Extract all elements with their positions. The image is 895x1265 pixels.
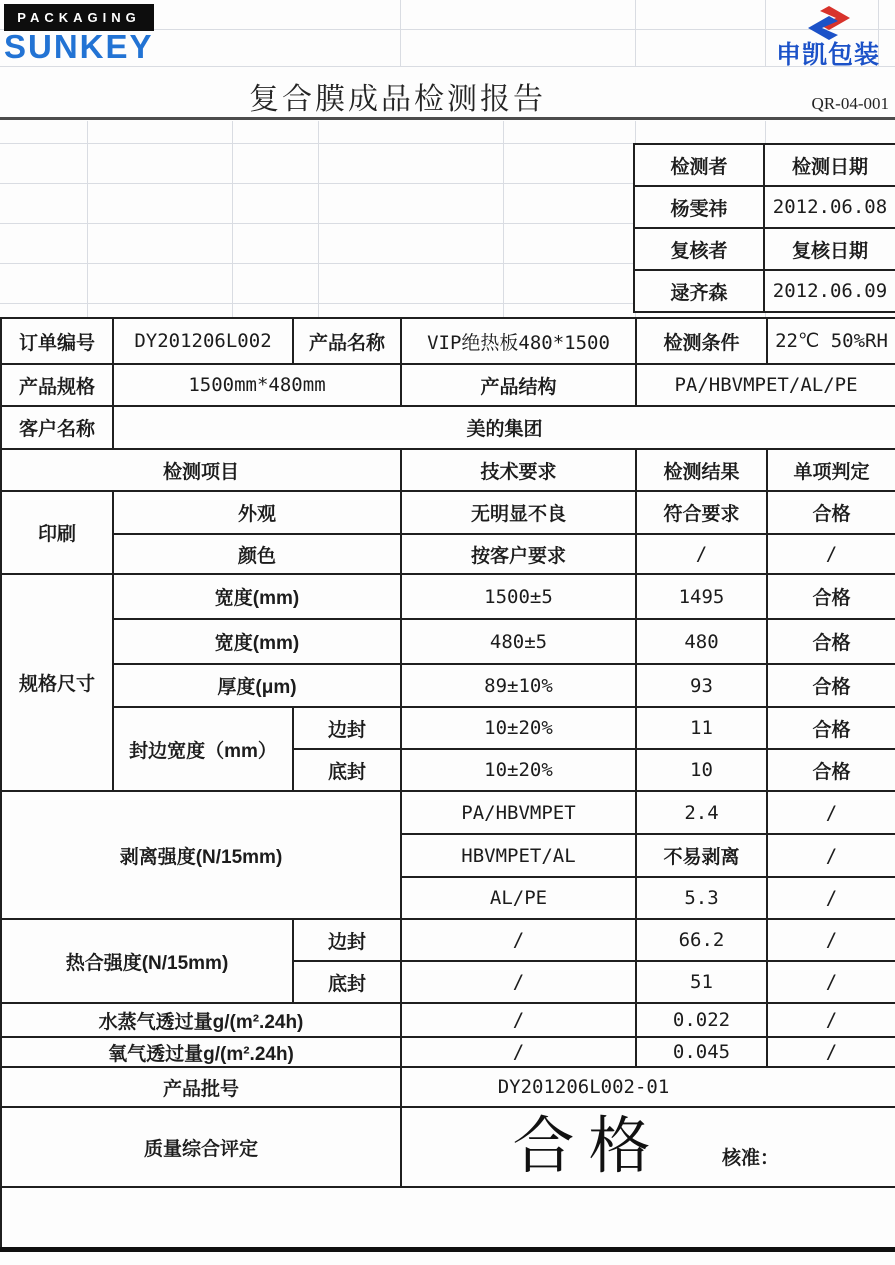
test-result: 符合要求 [636, 491, 767, 534]
grid-line [400, 0, 401, 66]
test-item: 宽度(mm) [113, 619, 401, 664]
test-requirement: / [401, 919, 636, 961]
sunkey-logo-text: SUNKEY [4, 28, 154, 65]
test-item: 边封 [293, 707, 401, 749]
col-header-requirement: 技术要求 [401, 449, 636, 491]
test-judgment: 合格 [767, 749, 895, 791]
test-item: 厚度(μm) [113, 664, 401, 707]
report-table [0, 317, 895, 1252]
test-requirement: HBVMPET/AL [401, 834, 636, 877]
product-name-label: 产品名称 [293, 318, 401, 364]
grid-line [232, 121, 233, 317]
test-requirement: / [401, 961, 636, 1003]
table-row [1, 534, 895, 574]
test-judgment: / [767, 534, 895, 574]
col-header-judgment: 单项判定 [767, 449, 895, 491]
packaging-logo-text: PACKAGING [17, 10, 141, 25]
overall-grade-value: 合格 [512, 1112, 665, 1181]
overall-grade-label: 质量综合评定 [1, 1107, 401, 1187]
test-judgment: 合格 [767, 707, 895, 749]
structure-value: PA/HBVMPET/AL/PE [636, 364, 895, 406]
table-row [1, 791, 895, 834]
test-requirement: PA/HBVMPET [401, 791, 636, 834]
test-requirement: 1500±5 [401, 574, 636, 619]
test-requirement: / [401, 1037, 636, 1067]
review-date-label: 复核日期 [764, 228, 895, 270]
group-print: 印刷 [1, 491, 113, 574]
test-requirement: 10±20% [401, 749, 636, 791]
test-requirement: 480±5 [401, 619, 636, 664]
table-row [1, 664, 895, 707]
grid-line [0, 263, 633, 264]
table-header-row [1, 449, 895, 491]
customer-value: 美的集团 [113, 406, 895, 449]
test-item: 底封 [293, 749, 401, 791]
test-judgment: 合格 [767, 491, 895, 534]
test-judgment: / [767, 1037, 895, 1067]
grid-line [0, 183, 633, 184]
grid-line [635, 121, 636, 143]
grid-line [0, 66, 895, 67]
report-title: 复合膜成品检测报告 [249, 83, 546, 116]
table-row [1, 574, 895, 619]
grid-line [0, 143, 633, 144]
table-row [634, 270, 895, 312]
table-row [1, 619, 895, 664]
grid-line [0, 223, 633, 224]
table-row [1, 919, 895, 961]
packaging-logo [4, 4, 154, 31]
table-row [1, 406, 895, 449]
test-result: 0.045 [636, 1037, 767, 1067]
test-result: 1495 [636, 574, 767, 619]
batch-value [401, 1067, 895, 1107]
test-result: 93 [636, 664, 767, 707]
test-judgment: / [767, 834, 895, 877]
test-requirement: / [401, 1003, 636, 1037]
group-dimensions: 规格尺寸 [1, 574, 113, 791]
title-rule [0, 117, 895, 120]
test-result: / [636, 534, 767, 574]
otr-label: 氧气透过量g/(m².24h) [1, 1037, 401, 1067]
order-no-value: DY201206L002 [113, 318, 293, 364]
test-requirement: AL/PE [401, 877, 636, 919]
approve-label: 核准： [722, 1148, 780, 1169]
spec-label: 产品规格 [1, 364, 113, 406]
table-row [634, 144, 895, 186]
test-judgment: / [767, 791, 895, 834]
grid-line [765, 121, 766, 143]
batch-label: 产品批号 [1, 1067, 401, 1107]
table-row [1, 491, 895, 534]
batch-number: DY201206L002-01 [497, 1076, 670, 1098]
test-item: 底封 [293, 961, 401, 1003]
test-result: 5.3 [636, 877, 767, 919]
test-requirement: 89±10% [401, 664, 636, 707]
structure-label: 产品结构 [401, 364, 636, 406]
test-result: 2.4 [636, 791, 767, 834]
overall-grade-cell [401, 1107, 895, 1187]
inspector-table [633, 143, 895, 313]
grid-line [87, 121, 88, 317]
test-result: 0.022 [636, 1003, 767, 1037]
table-row [634, 186, 895, 228]
test-result: 66.2 [636, 919, 767, 961]
test-judgment: 合格 [767, 574, 895, 619]
table-row [1, 707, 895, 749]
test-judgment: / [767, 877, 895, 919]
grid-line [0, 303, 633, 304]
test-item: 边封 [293, 919, 401, 961]
wvtr-label: 水蒸气透过量g/(m².24h) [1, 1003, 401, 1037]
spec-value: 1500mm*480mm [113, 364, 401, 406]
test-judgment: / [767, 961, 895, 1003]
test-requirement: 按客户要求 [401, 534, 636, 574]
empty-row [1, 1187, 895, 1249]
test-result: 不易剥离 [636, 834, 767, 877]
group-peel-strength: 剥离强度(N/15mm) [1, 791, 401, 919]
test-judgment: 合格 [767, 664, 895, 707]
shenkai-logo-text: 申凯包装 [775, 41, 880, 69]
test-judgment: / [767, 919, 895, 961]
table-row [1, 364, 895, 406]
test-requirement: 无明显不良 [401, 491, 636, 534]
group-seal-width: 封边宽度（mm） [113, 707, 293, 791]
inspector-label: 检测者 [634, 144, 764, 186]
test-judgment: 合格 [767, 619, 895, 664]
review-date-value: 2012.06.09 [764, 270, 895, 312]
empty-cell [1, 1187, 895, 1249]
col-header-item: 检测项目 [1, 449, 401, 491]
table-row [1, 1037, 895, 1067]
product-name-value: VIP绝热板480*1500 [401, 318, 636, 364]
table-row [1, 1003, 895, 1037]
order-no-label: 订单编号 [1, 318, 113, 364]
test-item: 宽度(mm) [113, 574, 401, 619]
grid-line [318, 121, 319, 317]
grid-line [503, 121, 504, 317]
group-heat-seal-strength: 热合强度(N/15mm) [1, 919, 293, 1003]
table-row [634, 228, 895, 270]
condition-value: 22℃ 50%RH [767, 318, 895, 364]
grid-line [635, 0, 636, 66]
customer-label: 客户名称 [1, 406, 113, 449]
table-row [1, 1067, 895, 1107]
table-row [1, 318, 895, 364]
inspect-date-label: 检测日期 [764, 144, 895, 186]
test-item: 颜色 [113, 534, 401, 574]
inspect-date-value: 2012.06.08 [764, 186, 895, 228]
table-row [1, 1107, 895, 1187]
test-result: 51 [636, 961, 767, 1003]
test-result: 10 [636, 749, 767, 791]
test-result: 11 [636, 707, 767, 749]
reviewer-label: 复核者 [634, 228, 764, 270]
condition-label: 检测条件 [636, 318, 767, 364]
test-result: 480 [636, 619, 767, 664]
col-header-result: 检测结果 [636, 449, 767, 491]
document-number: QR-04-001 [811, 94, 889, 113]
test-item: 外观 [113, 491, 401, 534]
inspector-name: 杨雯祎 [634, 186, 764, 228]
test-requirement: 10±20% [401, 707, 636, 749]
test-judgment: / [767, 1003, 895, 1037]
reviewer-name: 逯齐森 [634, 270, 764, 312]
